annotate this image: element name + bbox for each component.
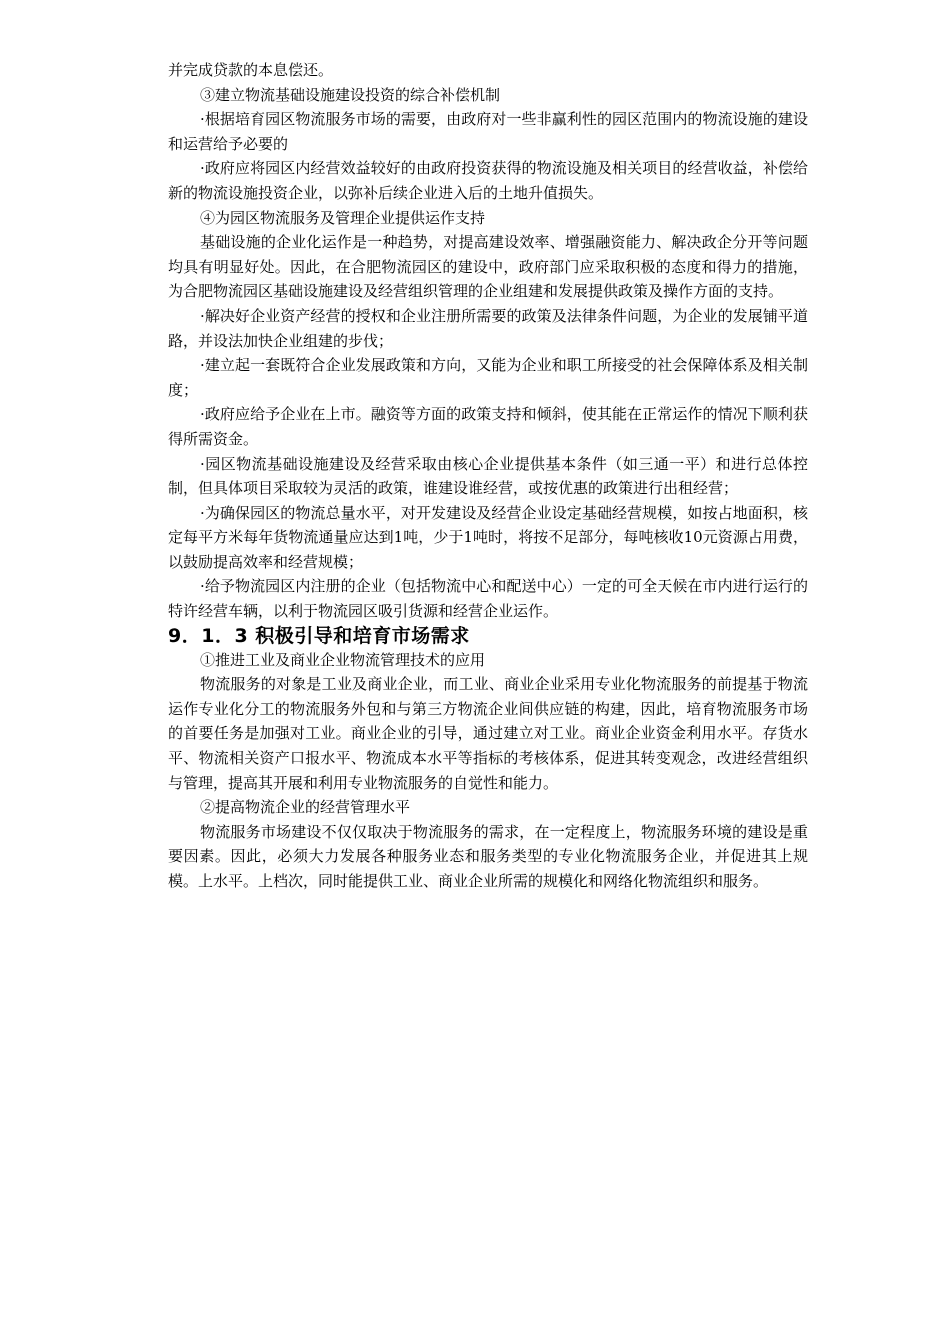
bullet-authorization: ·解决好企业资产经营的授权和企业注册所需要的政策及法律条件问题，为企业的发展铺平道路，并设法加快企业组建的步伐； [168, 306, 808, 350]
paragraph-enterprise-operation: 基础设施的企业化运作是一种趋势，对提高建设效率、增强融资能力、解决政企分开等问题均具有明显好处。因此，在合肥物流园区的建设中，政府部门应采取积极的态度和得力的措施，为合肥物流园区基础设施建设及经营组织管理的企业组建和发展提供政策及操作方面的支持。 [168, 233, 808, 301]
document-page [168, 58, 808, 894]
subheading-management-level: ②提高物流企业的经营管理水平 [200, 798, 411, 817]
bullet-core-enterprise: ·园区物流基础设施建设及经营采取由核心企业提供基本条件（如三通一平）和进行总体控制，但具体项目采取较为灵活的政策，谁建设谁经营，或按优惠的政策进行出租经营； [168, 454, 808, 498]
bullet-vehicles: ·给予物流园区内注册的企业（包括物流中心和配送中心）一定的可全天候在市内进行运行的特许经营车辆，以利于物流园区吸引货源和经营企业运作。 [168, 577, 808, 621]
paragraph-loan-repayment: 并完成贷款的本息偿还。 [168, 61, 334, 79]
section-heading: 9．1．3 积极引导和培育市场需求 [168, 624, 470, 647]
subheading-operation-support: ④为园区物流服务及管理企业提供运作支持 [200, 208, 486, 227]
paragraph-service-targets: 物流服务的对象是工业及商业企业，而工业、商业企业采用专业化物流服务的前提基于物流运作专业化分工的物流服务外包和与第三方物流企业间供应链的构建，因此，培育物流服务市场的首要任务是加强对工业。商业企业的引导，通过建立对工业。商业企业资金利用水平。存货水平、物流相关资产口报水平、物流成本水平等指标的考核体系，促进其转变观念，改进经营组织与管理，提高其开展和利用专业物流服务的自觉性和能力。 [168, 675, 808, 792]
subheading-compensation-mechanism: ③建立物流基础设施建设投资的综合补偿机制 [200, 85, 501, 104]
subheading-industry-logistics: ①推进工业及商业企业物流管理技术的应用 [200, 650, 486, 669]
bullet-government-support: ·根据培育园区物流服务市场的需要，由政府对一些非赢利性的园区范围内的物流设施的建设和运营给予必要的 [168, 110, 808, 153]
bullet-scale: ·为确保园区的物流总量水平，对开发建设及经营企业设定基础经营规模，如按占地面积，核定每平方米每年货物流通量应达到1吨，少于1吨时，将按不足部分，每吨核收10元资源占用费，以鼓励提高效率和经营规模； [168, 503, 808, 571]
bullet-social-security: ·建立起一套既符合企业发展政策和方向，又能为企业和职工所接受的社会保障体系及相关制度； [168, 356, 808, 399]
bullet-financing: ·政府应给予企业在上市。融资等方面的政策支持和倾斜，使其能在正常运作的情况下顺利获得所需资金。 [168, 405, 808, 448]
bullet-compensation: ·政府应将园区内经营效益较好的由政府投资获得的物流设施及相关项目的经营收益，补偿给新的物流设施投资企业，以弥补后续企业进入后的土地升值损失。 [168, 159, 808, 202]
paragraph-market-construction: 物流服务市场建设不仅仅取决于物流服务的需求，在一定程度上，物流服务环境的建设是重要因素。因此，必须大力发展各种服务业态和服务类型的专业化物流服务企业，并促进其上规模。上水平。上档次，同时能提供工业、商业企业所需的规模化和网络化物流组织和服务。 [168, 822, 808, 890]
